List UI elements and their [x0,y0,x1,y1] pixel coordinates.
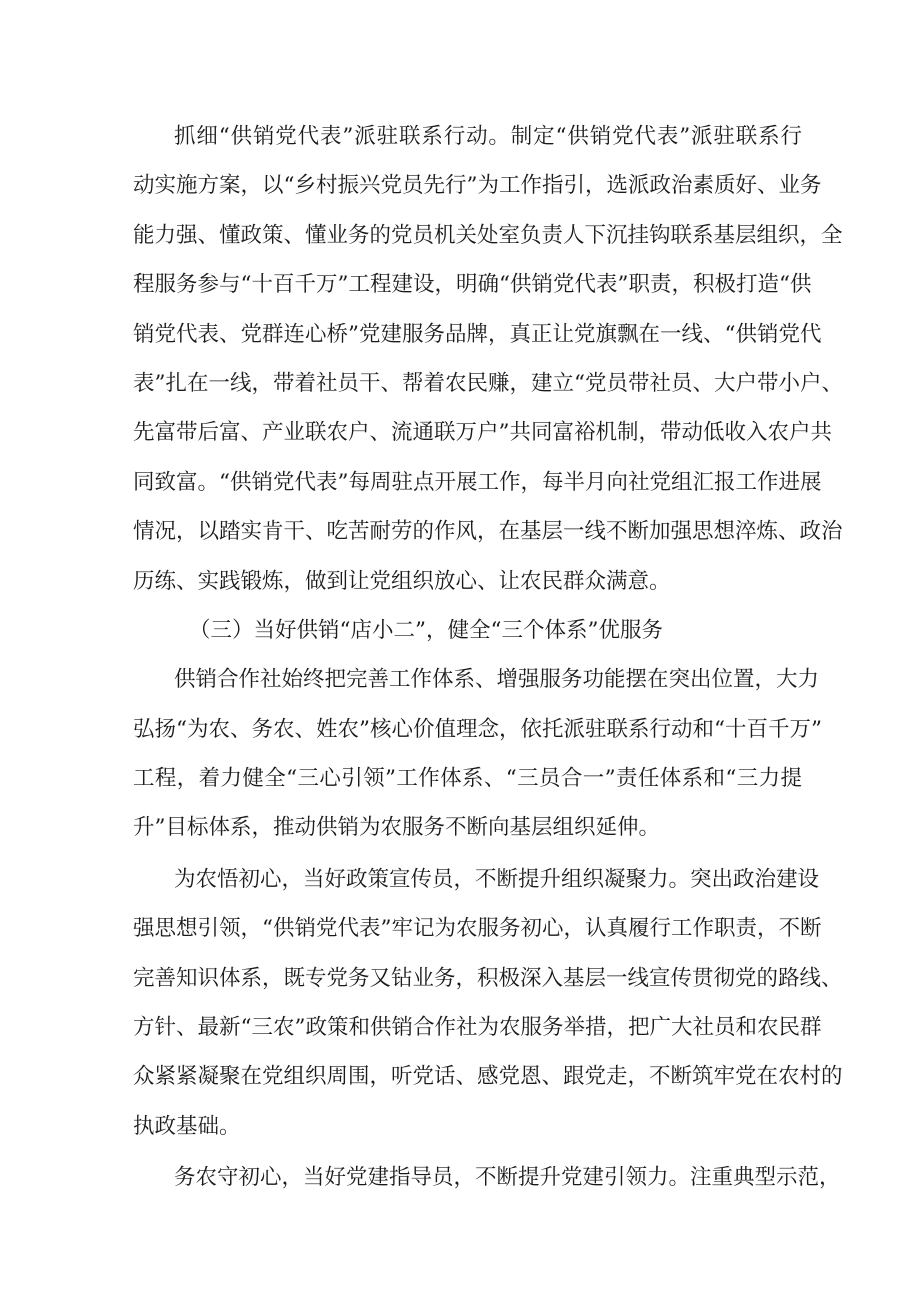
text-line: 同致富。“供销党代表”每周驻点开展工作，每半月向社党组汇报工作进展 [133,469,822,495]
text-line: 供销合作社始终把完善工作体系、增强服务功能摆在突出位置，大力 [174,667,820,693]
paragraph-dispatch-action [133,112,843,606]
document-page [133,112,843,1203]
text-line: 升”目标体系，推动供销为农服务不断向基层组织延伸。 [133,815,660,841]
text-line: 销党代表、党群连心桥”党建服务品牌，真正让党旗飘在一线、“供销党代 [133,321,822,347]
paragraph-policy-promoter [133,855,843,1151]
text-line: 动实施方案，以“乡村振兴党员先行”为工作指引，选派政治素质好、业务 [133,173,822,199]
text-line: 完善知识体系，既专党务又钻业务，积极深入基层一线宣传贯彻党的路线、 [133,965,843,991]
text-line: 历练、实践锻炼，做到让党组织放心、让农民群众满意。 [133,568,671,594]
text-line: 程服务参与“十百千万”工程建设，明确“供销党代表”职责，积极打造“供 [133,272,812,298]
text-line: 情况，以踏实肯干、吃苦耐劳的作风，在基层一线不断加强思想淬炼、政治 [133,519,843,545]
text-line: 表”扎在一线，带着社员干、帮着农民赚，建立“党员带社员、大户带小户、 [133,370,843,396]
section-heading [174,606,802,655]
text-line: 弘扬“为农、务农、姓农”核心价值理念，依托派驻联系行动和“十百千万” [133,716,822,742]
text-line: 为农悟初心，当好政策宣传员，不断提升组织凝聚力。突出政治建设 [174,866,820,892]
text-line: 抓细“供销党代表”派驻联系行动。制定“供销党代表”派驻联系行 [174,124,802,149]
paragraph-service-system [133,655,822,853]
text-line: 方针、最新“三农”政策和供销合作社为农服务举措，把广大社员和农民群 [133,1015,822,1041]
text-line: 众紧紧凝聚在党组织周围，听党话、感党恩、跟党走，不断筑牢党在农村的 [133,1064,843,1090]
text-line: 先富带后富、产业联农户、流通联万户”共同富裕机制，带动低收入农户共 [133,420,832,446]
text-line: 强思想引领，“供销党代表”牢记为农服务初心，认真履行工作职责，不断 [133,916,822,942]
text-line: 务农守初心，当好党建指导员，不断提升党建引领力。注重典型示范， [174,1165,841,1191]
text-line: 能力强、懂政策、懂业务的党员机关处室负责人下沉挂钩联系基层组织，全 [133,222,843,248]
text-line: 工程，着力健全“三心引领”工作体系、“三员合一”责任体系和“三力提 [133,766,802,792]
paragraph-party-guide [174,1153,841,1202]
heading-text: （三）当好供销“店小二”，健全“三个体系”优服务 [189,617,663,643]
text-line: 执政基础。 [133,1113,241,1139]
